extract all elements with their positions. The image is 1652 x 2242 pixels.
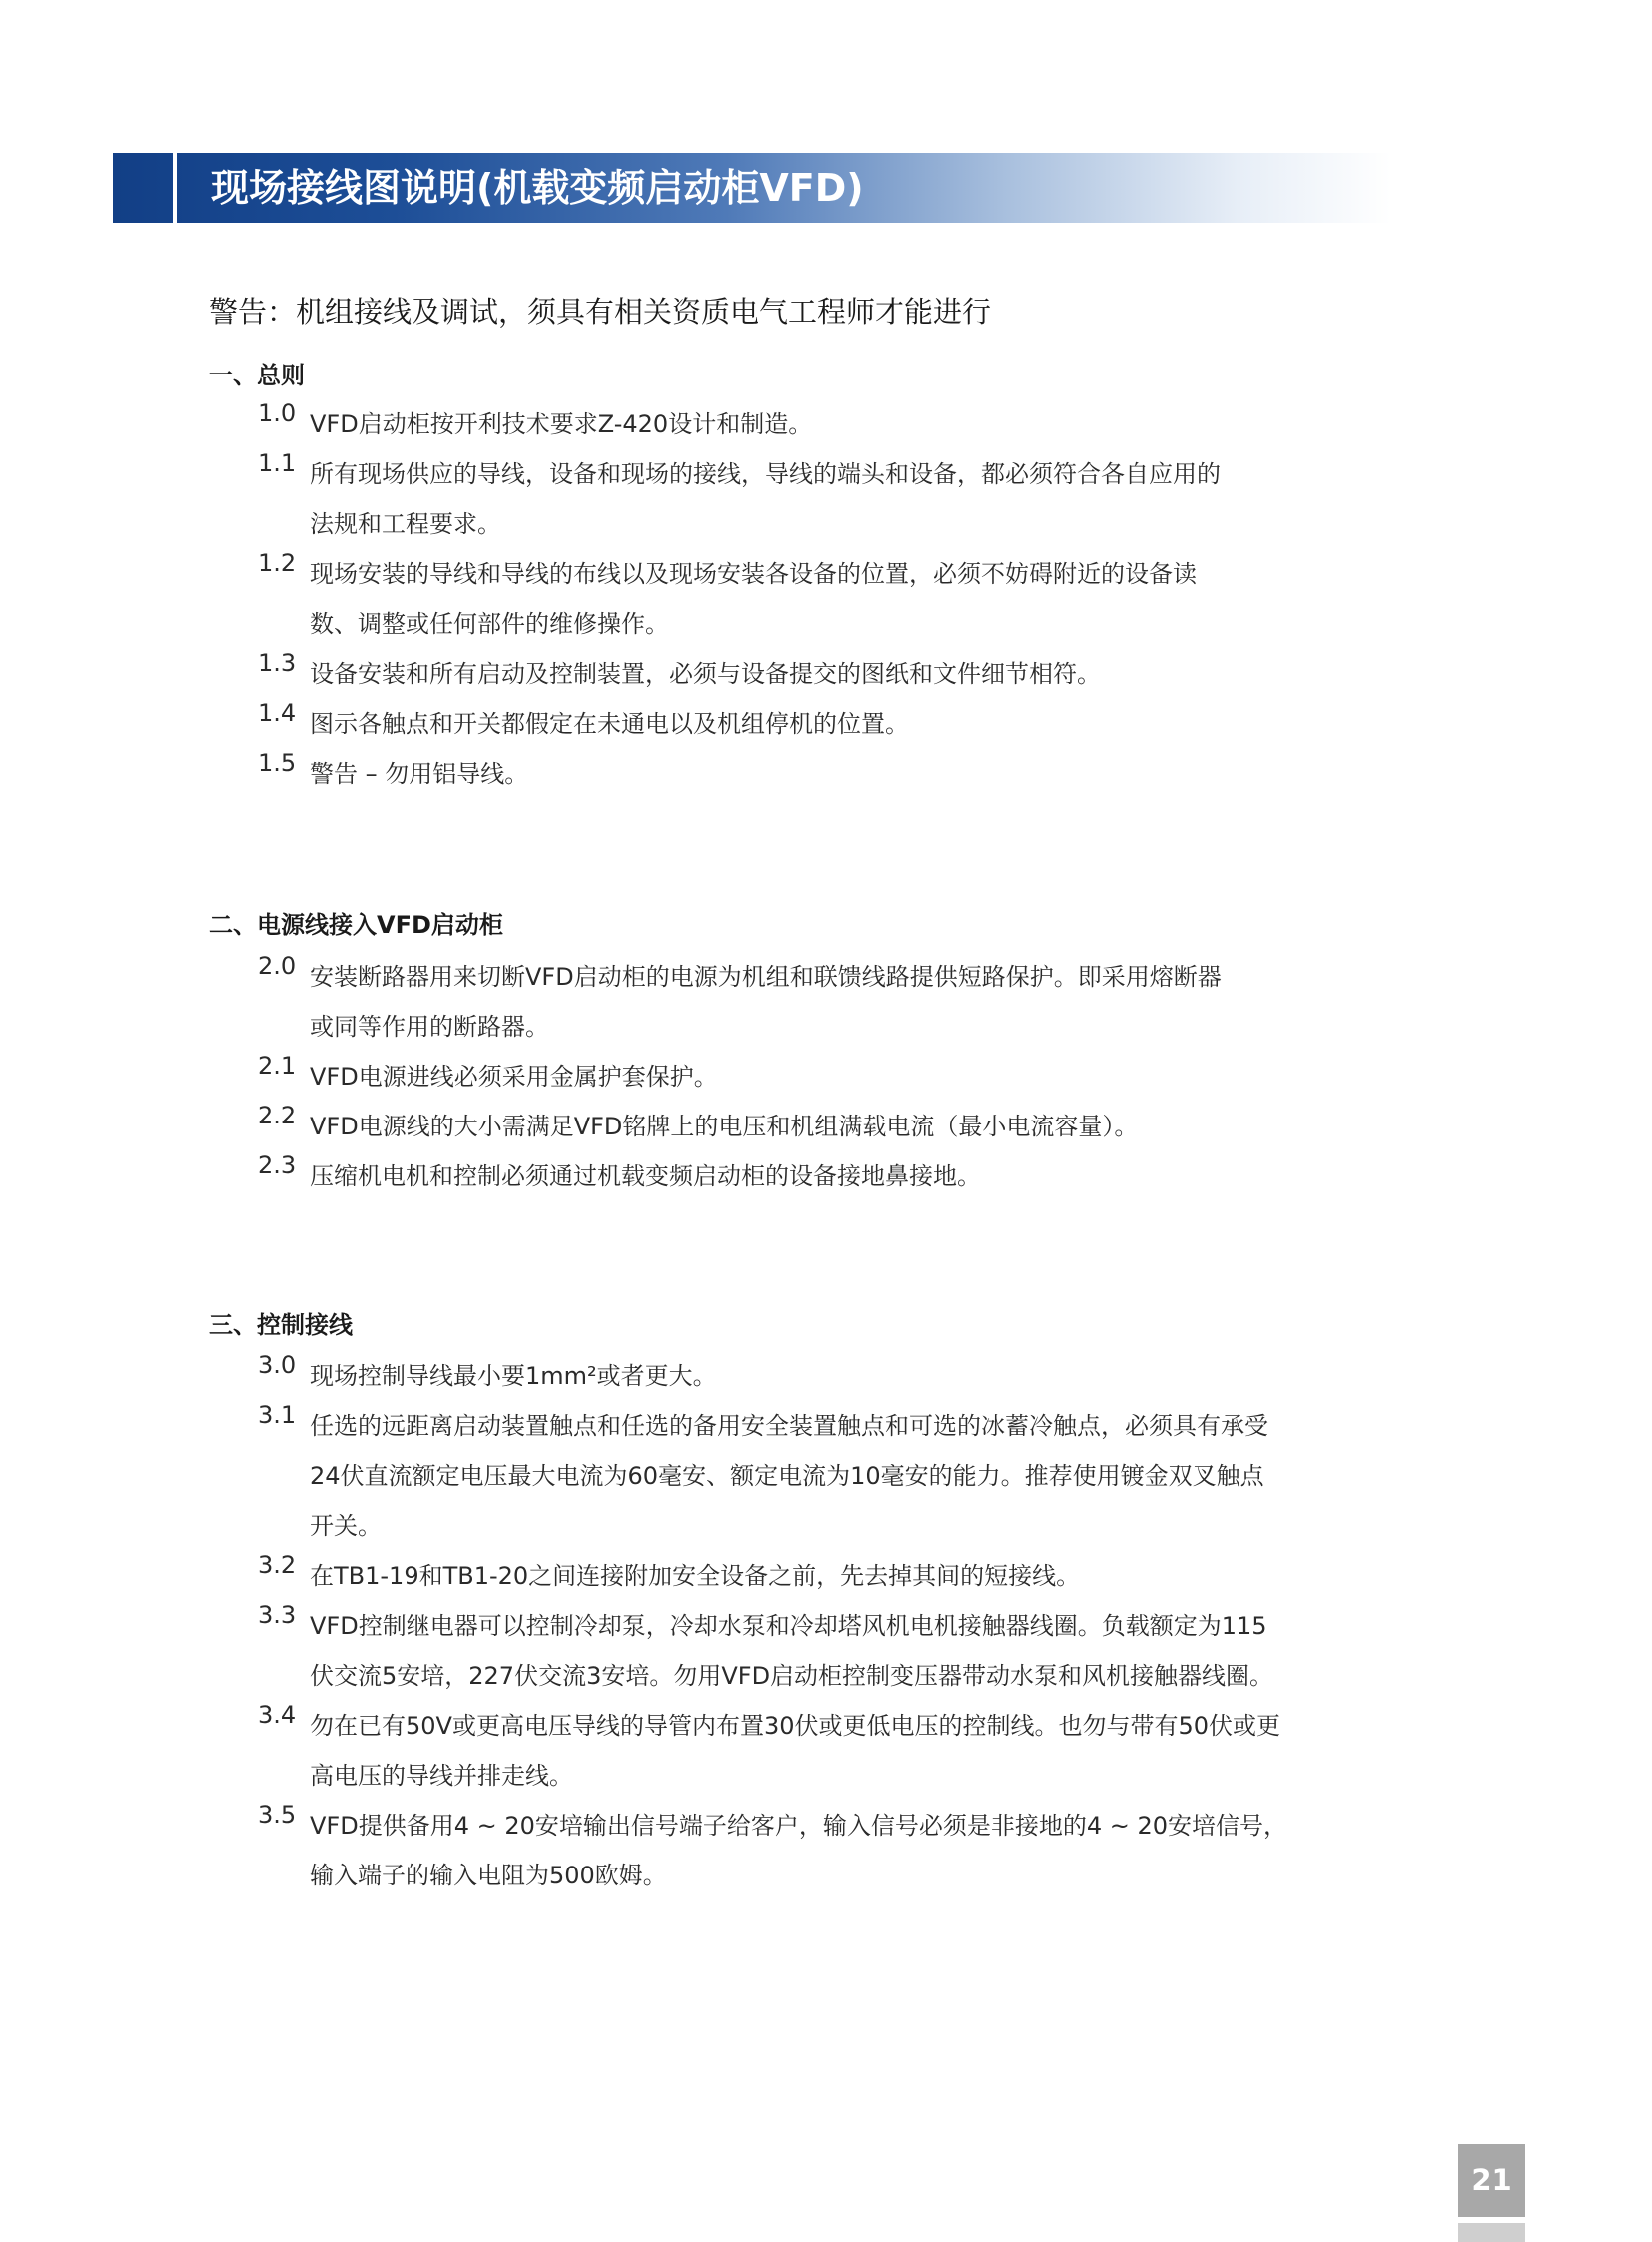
item-text: 安装断路器用来切断VFD启动柜的电源为机组和联馈线路提供短路保护。即采用熔断器 [310, 963, 1222, 991]
item-number: 3.2 [258, 1551, 297, 1579]
item-number: 3.4 [258, 1701, 297, 1729]
item-text: VFD电源进线必须采用金属护套保护。 [310, 1063, 718, 1091]
item-text: 24伏直流额定电压最大电流为60毫安、额定电流为10毫安的能力。推荐使用镀金双叉触点 [310, 1462, 1264, 1490]
item-text: 勿在已有50V或更高电压导线的导管内布置30伏或更低电压的控制线。也勿与带有50伏或更 [310, 1712, 1281, 1740]
item-number: 3.5 [258, 1801, 297, 1829]
item-text: 在TB1-19和TB1-20之间连接附加安全设备之前，先去掉其间的短接线。 [310, 1562, 1081, 1590]
item-text: 开关。 [310, 1512, 382, 1540]
item-number: 2.0 [258, 952, 297, 980]
item-text: 伏交流5安培，227伏交流3安培。勿用VFD启动柜控制变压器带动水泵和风机接触器线圈。 [310, 1662, 1274, 1690]
item-text: 现场安装的导线和导线的布线以及现场安装各设备的位置，必须不妨碍附近的设备读 [310, 560, 1197, 588]
item-text: VFD电源线的大小需满足VFD铭牌上的电压和机组满载电流（最小电流容量）。 [310, 1113, 1139, 1140]
item-number: 1.1 [258, 449, 297, 477]
section-heading-general: 一、总则 [209, 362, 305, 389]
title-banner-divider [173, 153, 177, 223]
item-text: 图示各触点和开关都假定在未通电以及机组停机的位置。 [310, 710, 909, 738]
item-text: VFD启动柜按开利技术要求Z-420设计和制造。 [310, 410, 813, 438]
item-text: 高电压的导线并排走线。 [310, 1762, 573, 1790]
item-number: 2.2 [258, 1102, 297, 1129]
item-number: 1.4 [258, 699, 297, 727]
title-banner [113, 153, 1391, 223]
item-text: 现场控制导线最小要1mm²或者更大。 [310, 1362, 717, 1390]
page-number: 21 [1458, 2144, 1525, 2217]
item-text: 或同等作用的断路器。 [310, 1013, 549, 1041]
item-text: VFD控制继电器可以控制冷却泵，冷却水泵和冷却塔风机电机接触器线圈。负载额定为115 [310, 1612, 1267, 1640]
item-text: 数、调整或任何部件的维修操作。 [310, 610, 669, 638]
section-heading-power-wiring: 二、电源线接入VFD启动柜 [209, 911, 503, 939]
page-title: 现场接线图说明(机载变频启动柜VFD) [211, 166, 864, 210]
item-number: 1.2 [258, 549, 297, 577]
section-heading-control-wiring: 三、控制接线 [209, 1311, 353, 1339]
item-number: 3.1 [258, 1401, 297, 1429]
item-text: 设备安装和所有启动及控制装置，必须与设备提交的图纸和文件细节相符。 [310, 660, 1101, 688]
item-number: 1.3 [258, 649, 297, 677]
warning-text: 警告：机组接线及调试，须具有相关资质电气工程师才能进行 [209, 295, 992, 329]
item-text: VFD提供备用4 ~ 20安培输出信号端子给客户，输入信号必须是非接地的4 ~ 20安培信号， [310, 1812, 1288, 1840]
item-number: 2.3 [258, 1151, 297, 1179]
item-number: 1.5 [258, 749, 297, 777]
item-text: 法规和工程要求。 [310, 510, 501, 538]
item-text: 任选的远距离启动装置触点和任选的备用安全装置触点和可选的冰蓄冷触点，必须具有承受 [310, 1412, 1268, 1440]
item-number: 3.0 [258, 1351, 297, 1379]
item-number: 2.1 [258, 1052, 297, 1080]
item-text: 输入端子的输入电阻为500欧姆。 [310, 1862, 667, 1889]
item-number: 1.0 [258, 399, 297, 427]
item-number: 3.3 [258, 1601, 297, 1629]
item-text: 所有现场供应的导线，设备和现场的接线，导线的端头和设备，都必须符合各自应用的 [310, 460, 1221, 488]
item-text: 警告 – 勿用铝导线。 [310, 760, 529, 788]
item-text: 压缩机电机和控制必须通过机载变频启动柜的设备接地鼻接地。 [310, 1162, 981, 1190]
page-tab-decoration [1458, 2223, 1525, 2242]
